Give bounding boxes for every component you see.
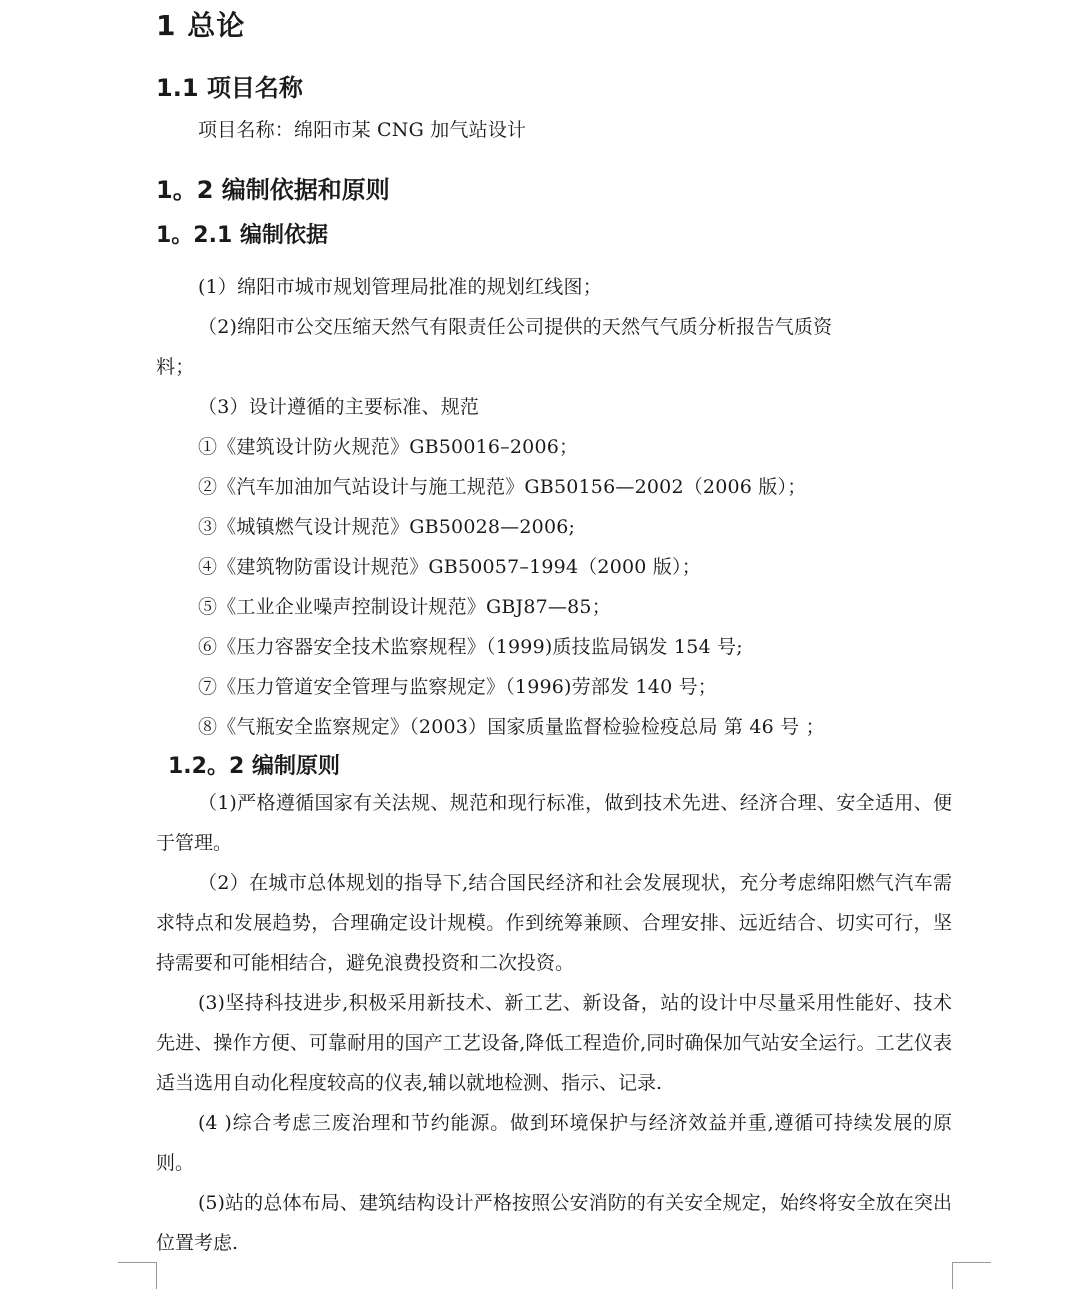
principle-paragraph: (5)站的总体布局、建筑结构设计严格按照公安消防的有关安全规定，始终将安全放在突出位置考虑. bbox=[156, 1192, 952, 1254]
section-1-2-heading: 1。2 编制依据和原则 bbox=[156, 176, 390, 204]
standard-item: ③《城镇燃气设计规范》GB50028—2006; bbox=[198, 516, 576, 538]
principle-paragraph: （2）在城市总体规划的指导下,结合国民经济和社会发展现状，充分考虑绵阳燃气汽车需求特点和发展趋势，合理确定设计规模。作到统筹兼顾、合理安排、远近结合、切实可行，坚持需要和可能相结合，避免浪费投资和二次投资。 bbox=[156, 872, 952, 974]
basis-item: 料； bbox=[156, 356, 195, 378]
section-1-2-2-heading: 1.2。2 编制原则 bbox=[168, 754, 340, 779]
principle-paragraph: (4 )综合考虑三废治理和节约能源。做到环境保护与经济效益并重,遵循可持续发展的原则。 bbox=[156, 1112, 952, 1174]
principle-paragraph: （1)严格遵循国家有关法规、规范和现行标准，做到技术先进、经济合理、安全适用、便于管理。 bbox=[156, 792, 952, 854]
section-1-2-1-heading: 1。2.1 编制依据 bbox=[156, 223, 328, 248]
basis-item: （2)绵阳市公交压缩天然气有限责任公司提供的天然气气质分析报告气质资 bbox=[198, 316, 833, 338]
basis-item: （3）设计遵循的主要标准、规范 bbox=[198, 396, 480, 418]
standard-item: ⑦《压力管道安全管理与监察规定》（1996)劳部发 140 号； bbox=[198, 676, 718, 698]
principle-paragraph: (3)坚持科技进步,积极采用新技术、新工艺、新设备，站的设计中尽量采用性能好、技术先进、操作方便、可靠耐用的国产工艺设备,降低工程造价,同时确保加气站安全运行。工艺仪表适当选用自动化程度较高的仪表,辅以就地检测、指示、记录. bbox=[156, 992, 952, 1094]
standard-item: ⑤《工业企业噪声控制设计规范》GBJ87—85； bbox=[198, 596, 611, 618]
project-name-text: 项目名称：绵阳市某 CNG 加气站设计 bbox=[198, 119, 527, 141]
basis-item: (1）绵阳市城市规划管理局批准的规划红线图； bbox=[198, 276, 602, 298]
standard-item: ②《汽车加油加气站设计与施工规范》GB50156—2002（2006 版）； bbox=[198, 476, 807, 498]
page-corner-mark-left bbox=[118, 1262, 157, 1289]
chapter-heading: 1 总论 bbox=[156, 9, 246, 42]
standard-item: ⑥《压力容器安全技术监察规程》（1999)质技监局锅发 154 号; bbox=[198, 636, 743, 658]
standard-item: ⑧《气瓶安全监察规定》（2003）国家质量监督检验检疫总局 第 46 号 ； bbox=[198, 716, 825, 738]
standard-item: ①《建筑设计防火规范》GB50016–2006； bbox=[198, 436, 579, 458]
page-corner-mark-right bbox=[952, 1262, 991, 1289]
standard-item: ④《建筑物防雷设计规范》GB50057–1994（2000 版）； bbox=[198, 556, 701, 578]
section-1-1-heading: 1.1 项目名称 bbox=[156, 74, 303, 102]
